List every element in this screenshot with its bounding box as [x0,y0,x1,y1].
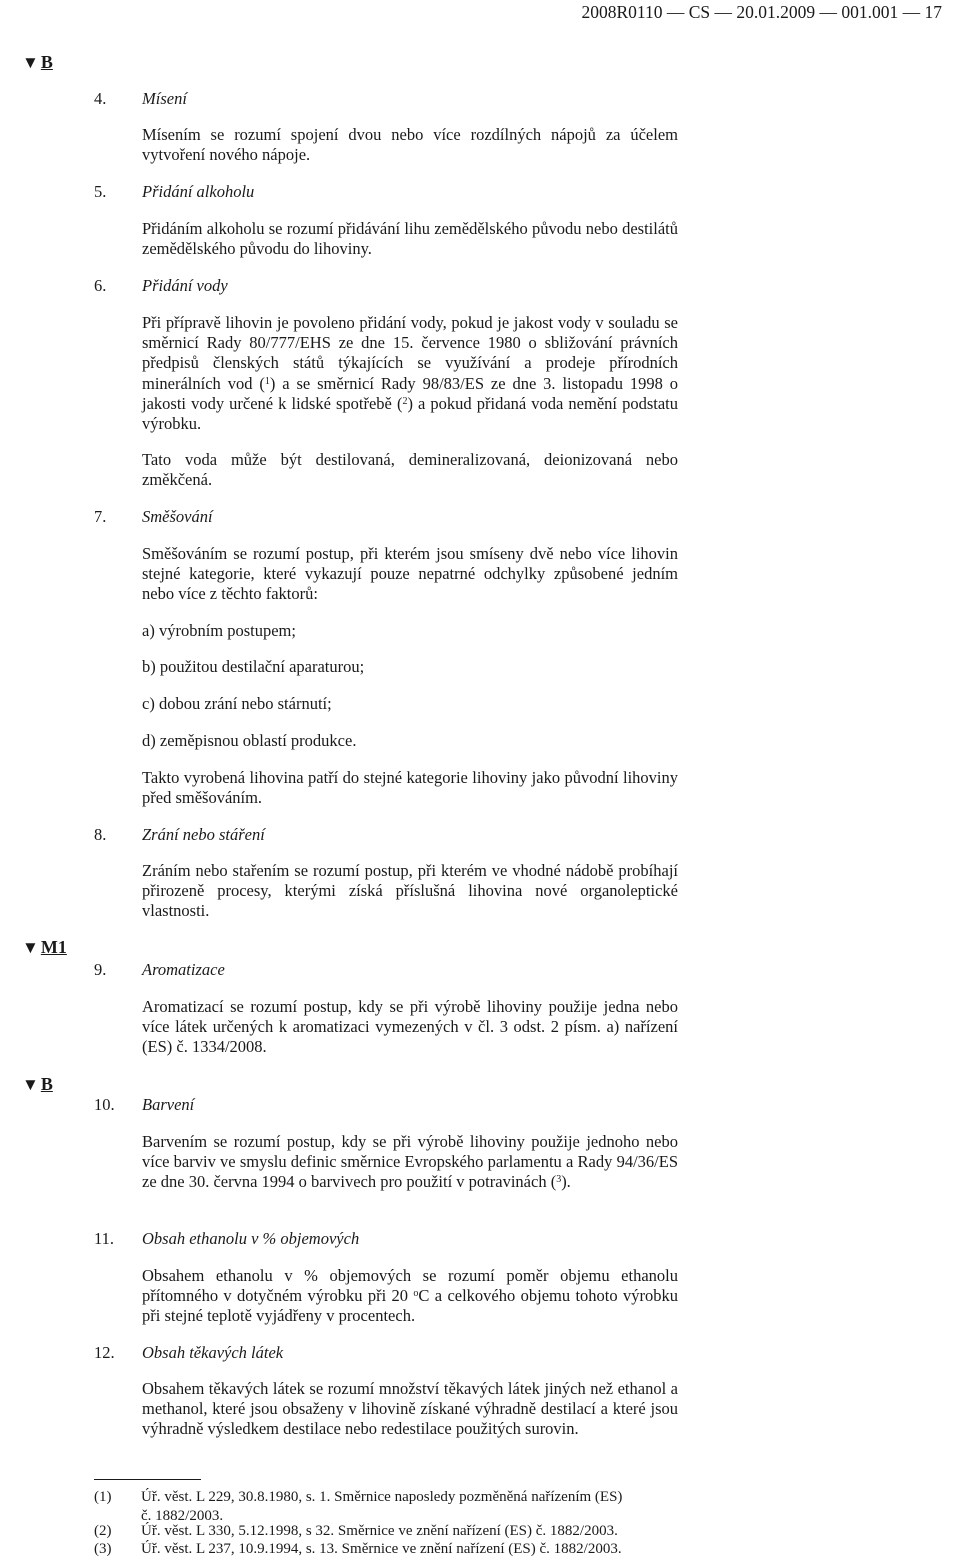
paragraph: Obsahem ethanolu v % objemových se rozumí poměr objemu ethanolu přítomného v dotyčném výrobku při 20 $^o$C a celkového objemu tohoto výrobku při stejné teplotě vyjádřeny v procentech. [142,1266,678,1326]
section-number: 4. [94,89,107,108]
footnote-text: Úř. věst. L 330, 5.12.1998, s 32. Směrnice ve znění nařízení (ES) č. 1882/2003. [141,1523,618,1539]
paragraph: Barvením se rozumí postup, kdy se při výrobě lihoviny použije jednoho nebo více barviv ve smyslu definic směrnice Evropského parlamentu a Rady 94/36/ES ze dne 30. června 1994 o barvivech pro použití v potravinách ($^3$). [142,1132,678,1192]
triangle-down-icon: ▼ [22,938,39,957]
paragraph: Mísením se rozumí spojení dvou nebo více rozdílných nápojů za účelem vytvoření nového nápoje. [142,125,678,165]
triangle-down-icon: ▼ [22,53,39,72]
footnote-text: Úř. věst. L 229, 30.8.1980, s. 1. Směrnice naposledy pozměněná nařízením (ES) [141,1489,623,1505]
section-number: 9. [94,960,107,979]
footnote-ref: (2) [94,1523,112,1539]
footnote-ref: (1) [94,1489,112,1505]
list-item: b) použitou destilační aparaturou; [142,657,365,676]
section-title: Obsah ethanolu v % objemových [142,1229,360,1248]
paragraph: Směšováním se rozumí postup, při kterém jsou smíseny dvě nebo více lihovin stejné kategorie, které vykazují pouze nepatrné odchylky způsobené jedním nebo více z těchto faktorů: [142,544,678,604]
section-title: Směšování [142,507,213,526]
section-title: Obsah těkavých látek [142,1343,284,1362]
footnote [94,1522,680,1541]
degree-mark: o [413,1288,419,1300]
marker-code: B [40,52,53,72]
paragraph: Přidáním alkoholu se rozumí přidávání lihu zemědělského původu nebo destilátů zemědělského původu do lihoviny. [142,219,678,259]
section-number: 7. [94,507,107,526]
document-header: 2008R0110 — CS — 20.01.2009 — 001.001 — 17 [581,2,942,22]
section-number: 8. [94,825,107,844]
section-title: Přidání vody [142,276,228,295]
paragraph: Při přípravě lihovin je povoleno přidání vody, pokud je jakost vody v souladu se směrnicí Rady 80/777/EHS ze dne 15. července 1980 o sbližování právních předpisů členských států týkajících se využívání a prodeje přírodních minerálních vod ($^1$) a se směrnicí Rady 98/83/ES ze dne 3. listopadu 1998 o jakosti vody určené k lidské spotřebě ($^2$) a pokud přidaná voda nemění podstatu výrobku. [142,313,678,434]
footnote [94,1488,680,1525]
paragraph: Tato voda může být destilovaná, demineralizovaná, deionizovaná nebo změkčená. [142,450,678,490]
section-title: Aromatizace [142,960,225,979]
list-item: d) zeměpisnou oblastí produkce. [142,731,357,750]
paragraph: Zráním nebo stařením se rozumí postup, při kterém ve vhodné nádobě probíhají přirozeně procesy, kterými získá příslušná lihovina nové organoleptické vlastnosti. [142,861,678,921]
footnote-ref: (3) [94,1541,112,1557]
footnote [94,1540,680,1559]
marker-code: M1 [40,937,67,957]
footnote-ref: 2 [402,395,408,407]
section-number: 10. [94,1095,115,1114]
footnote-text: Úř. věst. L 237, 10.9.1994, s. 13. Směrnice ve znění nařízení (ES) č. 1882/2003. [141,1541,622,1557]
paragraph: Aromatizací se rozumí postup, kdy se při výrobě lihoviny použije jedna nebo více látek určených k aromatizaci vymezených v čl. 3 odst. 2 písm. a) nařízení (ES) č. 1334/2008. [142,997,678,1057]
section-title: Přidání alkoholu [142,182,255,201]
section-number: 5. [94,182,107,201]
section-title: Zrání nebo stáření [142,825,265,844]
marker-code: B [40,1074,53,1094]
list-item: a) výrobním postupem; [142,621,296,640]
triangle-down-icon: ▼ [22,1075,39,1094]
section-number: 11. [94,1229,115,1248]
amendment-marker-b [22,1074,53,1095]
footnote-text-continued: č. 1882/2003. [141,1507,224,1524]
section-number: 6. [94,276,107,295]
amendment-marker-b [22,52,53,73]
footnote-divider [94,1479,201,1480]
footnote-ref: 3 [556,1174,562,1186]
section-title: Mísení [142,89,187,108]
paragraph: Obsahem těkavých látek se rozumí množství těkavých látek jiných než ethanol a methanol, které jsou obsaženy v lihovině získané výhradně destilací a které jsou výhradně výsledkem destilace nebo redestilace použitých surovin. [142,1379,678,1439]
list-item: c) dobou zrání nebo stárnutí; [142,694,332,713]
section-title: Barvení [142,1095,195,1114]
amendment-marker-m1 [22,937,67,958]
paragraph: Takto vyrobená lihovina patří do stejné kategorie lihoviny jako původní lihoviny před směšováním. [142,768,678,808]
section-number: 12. [94,1343,115,1362]
footnote-ref: 1 [264,375,270,387]
